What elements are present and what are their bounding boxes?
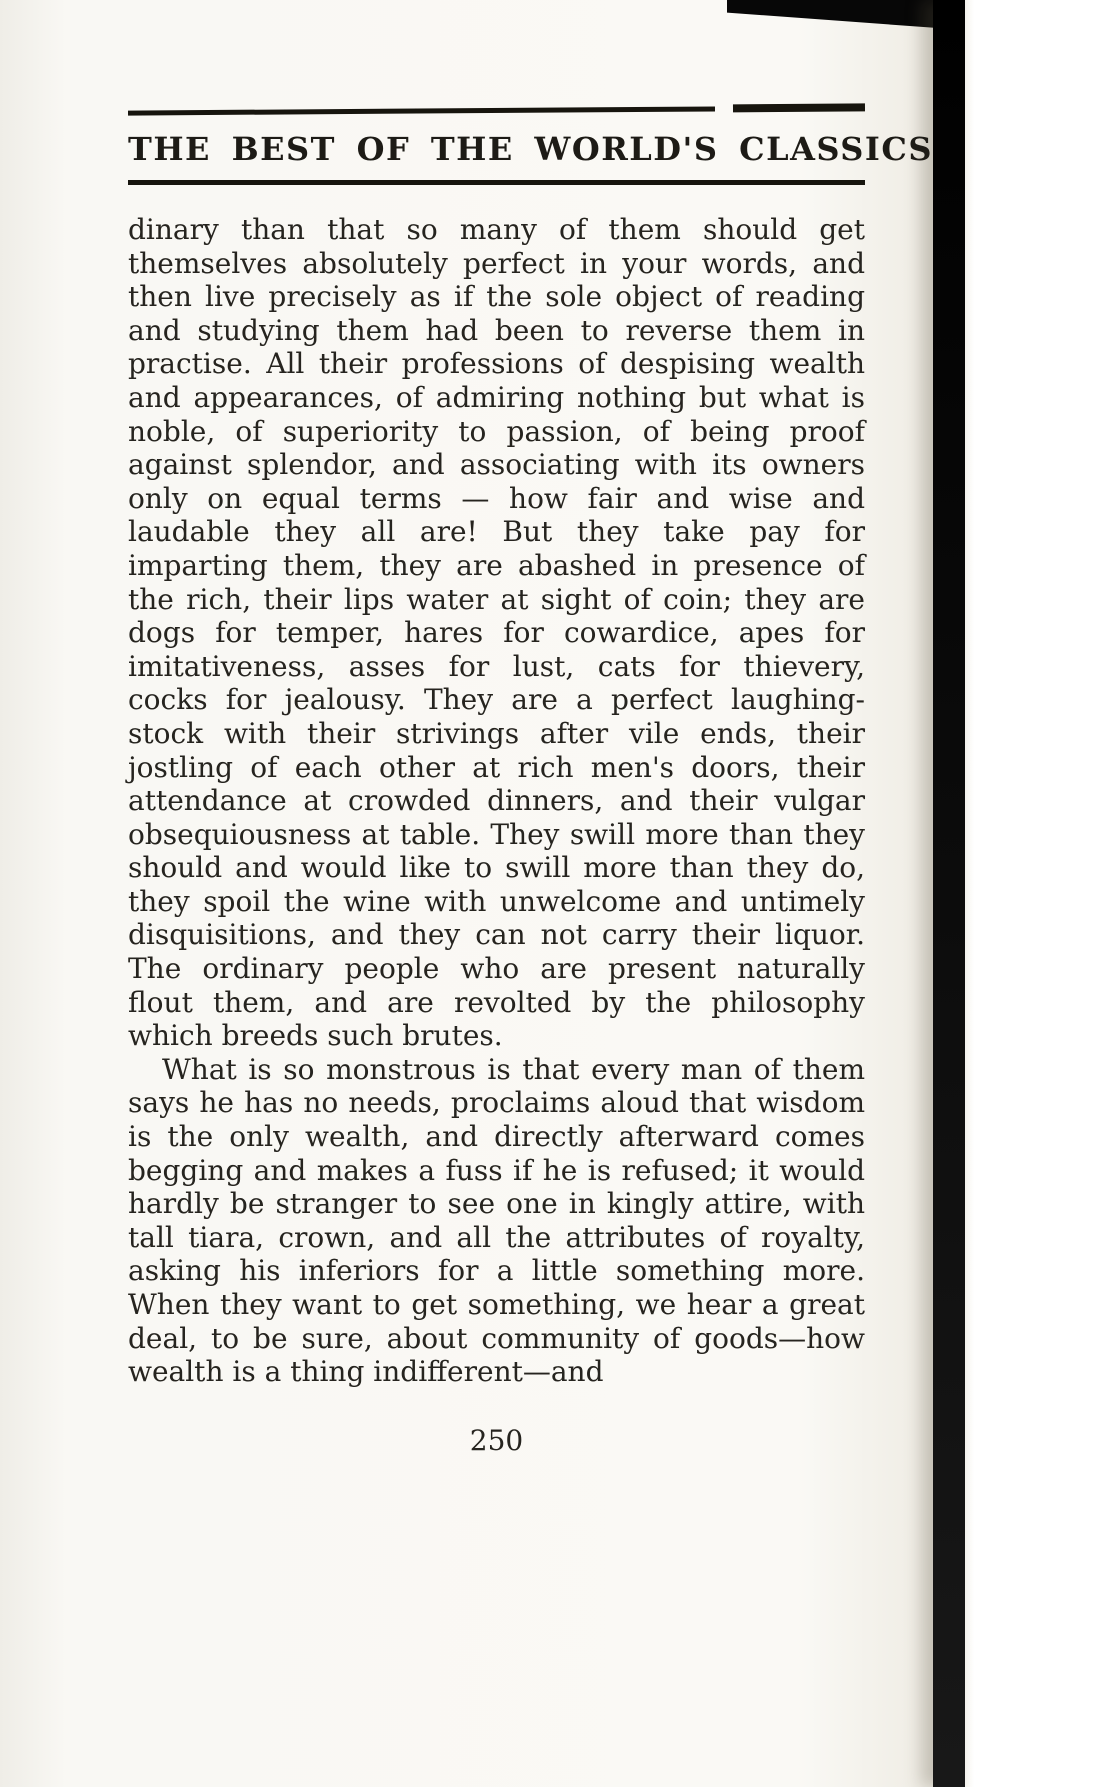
scan-edge-wedge	[727, 0, 965, 30]
header-rule-bottom	[128, 180, 865, 185]
body-text-block	[128, 213, 865, 1389]
book-binding-edge	[933, 0, 965, 1787]
header-rule-top	[128, 103, 865, 116]
running-header-title: THE BEST OF THE WORLD'S CLASSICS	[128, 130, 933, 168]
body-paragraph: What is so monstrous is that every man of them says he has no needs, proclaims aloud that wisdom is the only wealth, and directly afterward comes begging and makes a fuss if he is refused; it would hardly be stranger to see one in kingly attire, with tall tiara, crown, and all the attributes of royalty, asking his inferiors for a little something more. When they want to get something, we hear a great deal, to be sure, about community of goods—how wealth is a thing indifferent—and	[128, 1052, 865, 1389]
body-paragraph: dinary than that so many of them should get themselves absolutely perfect in your words, and then live precisely as if the sole object of reading and studying them had been to reverse them in practise. All their professions of despising wealth and appearances, of admiring nothing but what is noble, of superiority to passion, of being proof against splendor, and associating with its owners only on equal terms — how fair and wise and laudable they all are! But they take pay for imparting them, they are abashed in presence of the rich, their lips water at sight of coin; they are dogs for temper, hares for cowardice, apes for imitativeness, asses for lust, cats for thievery, cocks for jealousy. They are a perfect laughing-stock with their strivings after vile ends, their jostling of each other at rich men's doors, their attendance at crowded dinners, and their vulgar obsequiousness at table. They swill more than they should and would like to swill more than they do, they spoil the wine with unwelcome and untimely disquisitions, and they can not carry their liquor. The ordinary people who are present naturally flout them, and are revolted by the philosophy which breeds such brutes.	[128, 213, 865, 1053]
rule-segment-short	[733, 103, 865, 112]
page-number: 250	[469, 1424, 524, 1457]
rule-segment-long	[128, 106, 715, 115]
page-content	[128, 106, 933, 1389]
